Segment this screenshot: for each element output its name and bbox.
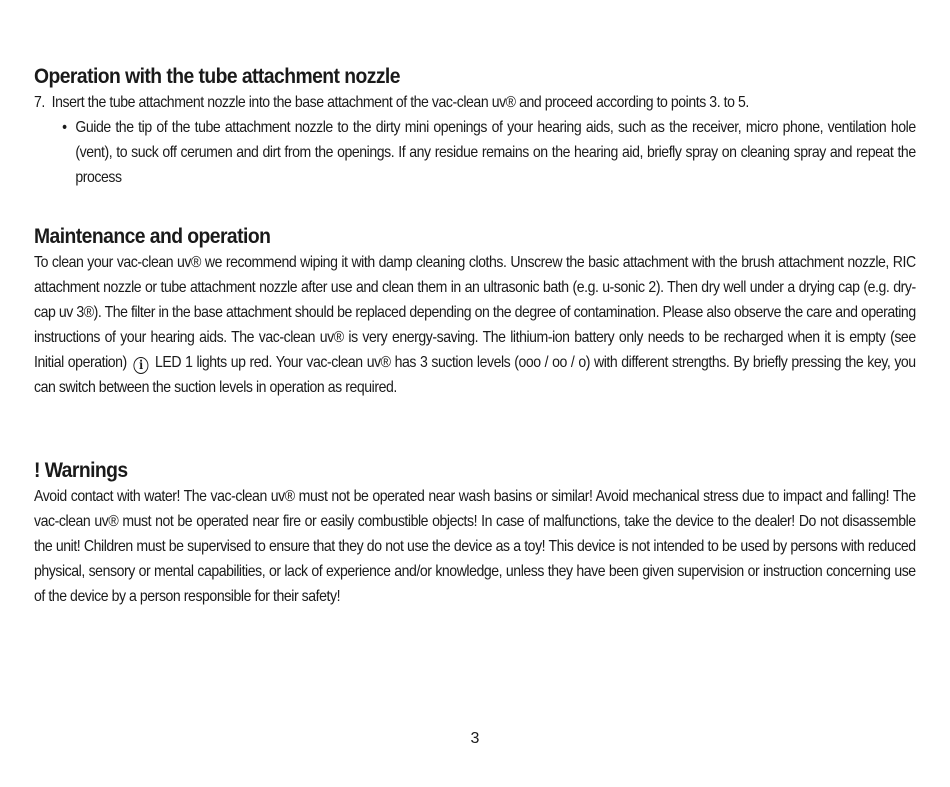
step-number: 7. — [34, 94, 45, 111]
numbered-step — [34, 90, 916, 115]
section-heading: Operation with the tube attachment nozzle — [34, 65, 400, 88]
bullet-icon: • — [62, 119, 67, 136]
section-heading: Maintenance and operation — [34, 225, 271, 248]
section-paragraph: Avoid contact with water! The vac-clean uv® must not be operated near wash basins or similar! Avoid mechanical stress due to impact and falling! The vac-clean uv® must not be operated near fire or easily combustible objects! In case of malfunctions, take the device to the dealer! Do not disassemble the unit! Children must be supervised to ensure that they do not use the device as a toy! This device is not intended to be used by persons with reduced physical, sensory or mental capabilities, or lack of experience and/or knowledge, unless they have been given supervision or instruction concerning use of the device by a person responsible for their safety! — [34, 488, 916, 605]
page-number: 3 — [470, 730, 480, 747]
paragraph-text-part2: LED 1 lights up red. Your vac-clean uv® has 3 suction levels (ooo / oo / o) with different strengths. By briefly pressing the key, you can switch between the suction levels in operation as required. — [34, 354, 916, 396]
bullet-text: Guide the tip of the tube attachment nozzle to the dirty mini openings of your hearing aids, such as the receiver, micro phone, ventilation hole (vent), to suck off cerumen and dirt from the openings. If any residue remains on the hearing aid, briefly spray on cleaning spray and repeat the process — [75, 119, 916, 186]
maintenance-section — [34, 224, 916, 400]
bullet-item — [62, 115, 916, 190]
section-paragraph — [34, 250, 916, 400]
section-body — [34, 90, 916, 190]
section-heading: ! Warnings — [34, 459, 128, 482]
warnings-section — [34, 458, 916, 609]
info-icon: i — [133, 357, 148, 374]
step-text: Insert the tube attachment nozzle into the base attachment of the vac-clean uv® and proceed according to points 3. to 5. — [51, 94, 749, 111]
paragraph-text-part1: To clean your vac-clean uv® we recommend wiping it with damp cleaning cloths. Unscrew the basic attachment with the brush attachment nozzle, RIC attachment nozzle or tube attachment nozzle after use and clean them in an ultrasonic bath (e.g. u-sonic 2). Then dry well under a drying cap (e.g. dry-cap uv 3®). The filter in the base attachment should be replaced depending on the degree of contamination. Please also observe the care and operating instructions of your hearing aids. The vac-clean uv® is very energy-saving. The lithium-ion battery only needs to be recharged when it is empty (see Initial operation) — [34, 254, 916, 371]
tube-nozzle-section — [34, 64, 916, 190]
